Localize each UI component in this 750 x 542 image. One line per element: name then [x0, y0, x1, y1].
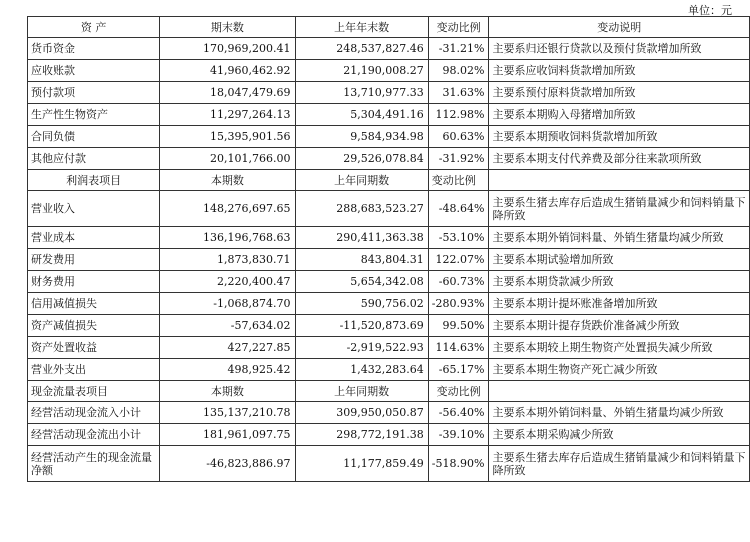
cell-change: -280.93%	[428, 293, 489, 315]
header-cell-change: 变动比例	[428, 170, 489, 191]
cell-explanation: 主要系本期计提存货跌价准备减少所致	[489, 315, 750, 337]
table-row	[28, 337, 750, 359]
header-cell-current: 本期数	[160, 170, 295, 191]
section-header-row	[28, 17, 750, 38]
header-cell-previous: 上年同期数	[295, 170, 428, 191]
cell-explanation: 主要系本期外销饲料量、外销生猪量均减少所致	[489, 402, 750, 424]
table-body	[28, 17, 750, 482]
cell-item: 经营活动现金流出小计	[28, 424, 160, 446]
cell-current: 498,925.42	[160, 359, 295, 381]
table-row	[28, 402, 750, 424]
cell-item: 营业收入	[28, 191, 160, 227]
cell-explanation: 主要系生猪去库存后造成生猪销量减少和饲料销量下降所致	[489, 191, 750, 227]
cell-explanation: 主要系本期外销饲料量、外销生猪量均减少所致	[489, 227, 750, 249]
cell-current: 20,101,766.00	[160, 148, 295, 170]
cell-change: -48.64%	[428, 191, 489, 227]
cell-current: 11,297,264.13	[160, 104, 295, 126]
table-row	[28, 126, 750, 148]
cell-previous: 298,772,191.38	[295, 424, 428, 446]
cell-explanation: 主要系本期生物资产死亡减少所致	[489, 359, 750, 381]
cell-previous: 288,683,523.27	[295, 191, 428, 227]
cell-item: 资产减值损失	[28, 315, 160, 337]
cell-previous: 309,950,050.87	[295, 402, 428, 424]
cell-current: -57,634.02	[160, 315, 295, 337]
cell-previous: 9,584,934.98	[295, 126, 428, 148]
cell-explanation: 主要系本期计提坏账准备增加所致	[489, 293, 750, 315]
cell-previous: 29,526,078.84	[295, 148, 428, 170]
header-cell-item: 现金流量表项目	[28, 381, 160, 402]
cell-current: 136,196,768.63	[160, 227, 295, 249]
cell-change: -60.73%	[428, 271, 489, 293]
table-row	[28, 293, 750, 315]
table-row	[28, 271, 750, 293]
cell-previous: 21,190,008.27	[295, 60, 428, 82]
header-cell-previous: 上年年末数	[295, 17, 428, 38]
cell-item: 经营活动现金流入小计	[28, 402, 160, 424]
cell-change: -518.90%	[428, 446, 489, 482]
cell-previous: -2,919,522.93	[295, 337, 428, 359]
cell-change: -53.10%	[428, 227, 489, 249]
cell-current: 18,047,479.69	[160, 82, 295, 104]
section-header-row	[28, 381, 750, 402]
cell-previous: 843,804.31	[295, 249, 428, 271]
cell-item: 预付款项	[28, 82, 160, 104]
table-row	[28, 60, 750, 82]
cell-item: 营业成本	[28, 227, 160, 249]
financial-change-table	[27, 16, 750, 482]
table-row	[28, 359, 750, 381]
cell-explanation: 主要系归还银行贷款以及预付货款增加所致	[489, 38, 750, 60]
cell-item: 货币资金	[28, 38, 160, 60]
cell-change: -31.21%	[428, 38, 489, 60]
header-cell-current: 本期数	[160, 381, 295, 402]
cell-change: 60.63%	[428, 126, 489, 148]
table-row	[28, 191, 750, 227]
cell-explanation: 主要系本期购入母猪增加所致	[489, 104, 750, 126]
table-row	[28, 104, 750, 126]
table-row	[28, 227, 750, 249]
cell-explanation: 主要系本期预收饲料货款增加所致	[489, 126, 750, 148]
cell-previous: 1,432,283.64	[295, 359, 428, 381]
cell-change: 31.63%	[428, 82, 489, 104]
header-cell-item: 资 产	[28, 17, 160, 38]
header-cell-explanation: 变动说明	[489, 17, 750, 38]
cell-explanation: 主要系生猪去库存后造成生猪销量减少和饲料销量下降所致	[489, 446, 750, 482]
cell-change: 98.02%	[428, 60, 489, 82]
header-cell-explanation	[489, 381, 750, 402]
cell-current: 1,873,830.71	[160, 249, 295, 271]
cell-current: 2,220,400.47	[160, 271, 295, 293]
cell-current: 135,137,210.78	[160, 402, 295, 424]
cell-change: -31.92%	[428, 148, 489, 170]
table-row	[28, 82, 750, 104]
header-cell-current: 期末数	[160, 17, 295, 38]
cell-previous: 11,177,859.49	[295, 446, 428, 482]
section-header-row	[28, 170, 750, 191]
header-cell-explanation	[489, 170, 750, 191]
cell-item: 资产处置收益	[28, 337, 160, 359]
cell-item: 生产性生物资产	[28, 104, 160, 126]
cell-change: 112.98%	[428, 104, 489, 126]
cell-change: 99.50%	[428, 315, 489, 337]
cell-item: 研发费用	[28, 249, 160, 271]
cell-change: 122.07%	[428, 249, 489, 271]
cell-current: 41,960,462.92	[160, 60, 295, 82]
cell-current: 170,969,200.41	[160, 38, 295, 60]
header-cell-previous: 上年同期数	[295, 381, 428, 402]
cell-current: 427,227.85	[160, 337, 295, 359]
table-row	[28, 249, 750, 271]
cell-change: 114.63%	[428, 337, 489, 359]
cell-explanation: 主要系本期较上期生物资产处置损失减少所致	[489, 337, 750, 359]
cell-item: 合同负债	[28, 126, 160, 148]
cell-current: -46,823,886.97	[160, 446, 295, 482]
table-row	[28, 38, 750, 60]
cell-item: 财务费用	[28, 271, 160, 293]
cell-item: 其他应付款	[28, 148, 160, 170]
header-cell-item: 利润表项目	[28, 170, 160, 191]
cell-explanation: 主要系应收饲料货款增加所致	[489, 60, 750, 82]
cell-explanation: 主要系预付原料货款增加所致	[489, 82, 750, 104]
cell-current: -1,068,874.70	[160, 293, 295, 315]
cell-previous: 248,537,827.46	[295, 38, 428, 60]
cell-explanation: 主要系本期支付代养费及部分往来款项所致	[489, 148, 750, 170]
cell-explanation: 主要系本期贷款减少所致	[489, 271, 750, 293]
cell-item: 应收账款	[28, 60, 160, 82]
cell-change: -39.10%	[428, 424, 489, 446]
unit-label: 单位：元	[688, 4, 732, 17]
header-cell-change: 变动比例	[428, 17, 489, 38]
cell-previous: 13,710,977.33	[295, 82, 428, 104]
cell-current: 181,961,097.75	[160, 424, 295, 446]
cell-item: 经营活动产生的现金流量净额	[28, 446, 160, 482]
cell-previous: 5,654,342.08	[295, 271, 428, 293]
cell-change: -65.17%	[428, 359, 489, 381]
table-row	[28, 446, 750, 482]
cell-change: -56.40%	[428, 402, 489, 424]
cell-item: 营业外支出	[28, 359, 160, 381]
table-row	[28, 424, 750, 446]
cell-explanation: 主要系本期采购减少所致	[489, 424, 750, 446]
cell-item: 信用减值损失	[28, 293, 160, 315]
cell-previous: -11,520,873.69	[295, 315, 428, 337]
cell-previous: 5,304,491.16	[295, 104, 428, 126]
cell-explanation: 主要系本期试验增加所致	[489, 249, 750, 271]
header-cell-change: 变动比例	[428, 381, 489, 402]
cell-previous: 590,756.02	[295, 293, 428, 315]
cell-previous: 290,411,363.38	[295, 227, 428, 249]
table-row	[28, 148, 750, 170]
cell-current: 148,276,697.65	[160, 191, 295, 227]
table-row	[28, 315, 750, 337]
cell-current: 15,395,901.56	[160, 126, 295, 148]
